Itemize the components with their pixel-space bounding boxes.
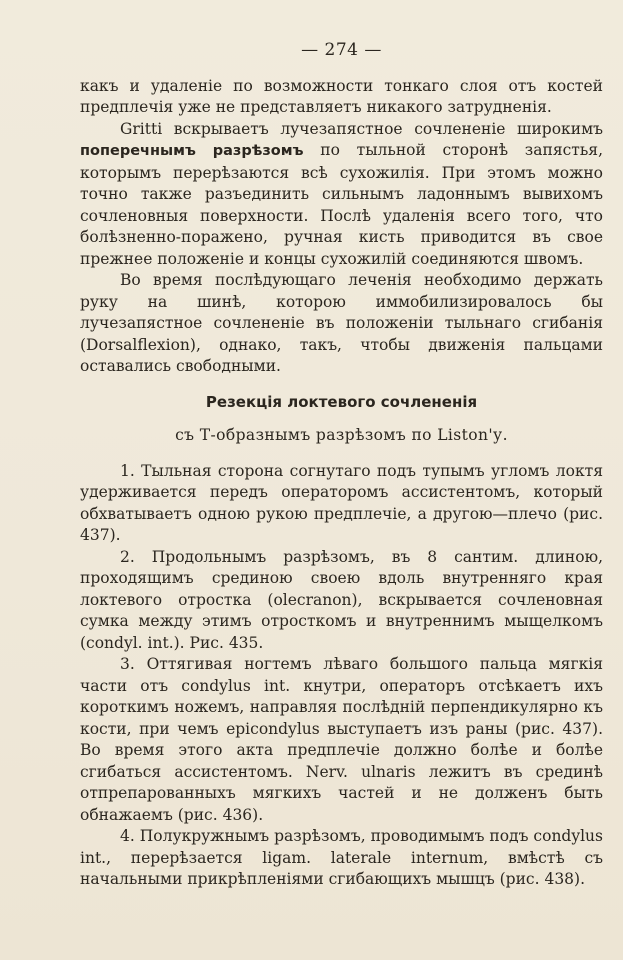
numbered-step-3: 3. Оттягивая ногтемъ лѣваго большого пальца мягкія части отъ condylus int. кнутри, операторъ отсѣкаетъ ихъ короткимъ ножемъ, направляя послѣдній перпендикулярно къ кости, при чемъ epicondylus выступаетъ изъ раны (рис. 437). Во время этого акта предплечіе должно болѣе и болѣе сгибаться ассистентомъ. Nerv. ulnaris лежитъ въ срединѣ отпрепарованныхъ мягкихъ частей и не долженъ быть обнажаемъ (рис. 436). xyxy=(80,655,603,824)
paragraph-aftercare: Во время послѣдующаго леченія необходимо держать руку на шинѣ, которою иммобилизировалось бы лучезапястное сочлененіе въ положеніи тыльнаго сгибанія (Dorsalflexion), однако, такъ, чтобы движенія пальцами оставались свободными. xyxy=(80,271,603,375)
paragraph-continuation: какъ и удаленіе по возможности тонкаго слоя отъ костей предплечія уже не представляетъ никакого затрудненія. xyxy=(80,76,603,116)
paragraph-gritti-start: Gritti вскрываетъ лучезапястное сочлененіе широкимъ xyxy=(120,119,603,138)
numbered-step-2: 2. Продольнымъ разрѣзомъ, въ 8 сантим. длиною, проходящимъ срединою своею вдоль внутренняго края локтевого отростка (olecranon), вскрывается сочленовная сумка между этимъ отросткомъ и внутреннимъ мыщелкомъ (condyl. int.). Рис. 435. xyxy=(80,547,603,652)
numbered-step-4: 4. Полукружнымъ разрѣзомъ, проводимымъ подъ condylus int., перерѣзается ligam. laterale internum, вмѣстѣ съ начальными прикрѣпленіями сгибающихъ мышцъ (рис. 438). xyxy=(80,827,603,888)
section-title: Резекція локтевого сочлененія xyxy=(205,392,478,411)
paragraph-gritti-rest: по тыльной сторонѣ запястья, которымъ перерѣзаются всѣ сухожилія. При этомъ можно точно также разъединить сильнымъ ладоннымъ вывихомъ сочленовныя поверхности. Послѣ удаленія всего того, что болѣзненно-поражено, ручная кисть приводится въ свое прежнее положеніе и концы сухожилій соединяются швомъ. xyxy=(80,141,603,268)
numbered-step-1: 1. Тыльная сторона согнутаго подъ тупымъ угломъ локтя удерживается передъ операторомъ ассистентомъ, который обхватываетъ одною рукою предплечіе, а другою—плечо (рис. 437). xyxy=(80,461,603,544)
page-number: — 274 — xyxy=(301,40,382,60)
text-block xyxy=(80,40,603,891)
emphasis-transverse-incision: поперечнымъ разрѣзомъ xyxy=(80,143,304,159)
section-subtitle: съ Т-образнымъ разрѣзомъ по Liston'у. xyxy=(175,426,508,444)
paragraph-gritti xyxy=(80,119,603,271)
